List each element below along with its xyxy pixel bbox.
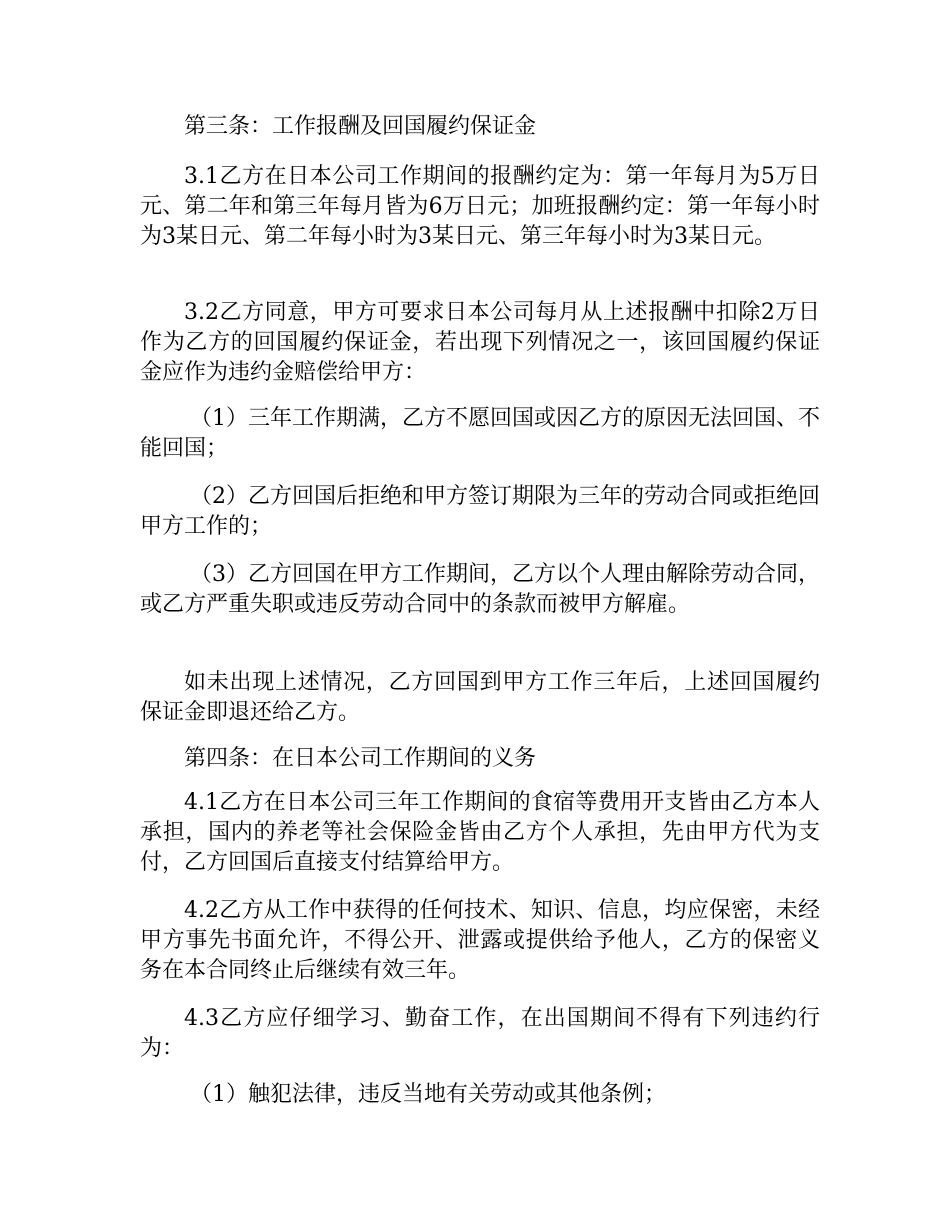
clause-3-2-item-1: （1）三年工作期满，乙方不愿回国或因乙方的原因无法回国、不能回国；: [140, 406, 820, 461]
clause-3-1: 3.1乙方在日本公司工作期间的报酬约定为：第一年每月为5万日元、第二年和第三年每月皆为6万日元；加班报酬约定：第一年每小时为3某日元、第二年每小时为3某日元、第三年每小时为3某日元。: [140, 164, 820, 249]
clause-4-1: 4.1乙方在日本公司三年工作期间的食宿等费用开支皆由乙方本人承担，国内的养老等社会保险金皆由乙方个人承担，先由甲方代为支付，乙方回国后直接支付结算给甲方。: [140, 790, 820, 875]
article-3-heading: 第三条：工作报酬及回国履约保证金: [184, 114, 537, 139]
clause-4-3: 4.3乙方应仔细学习、勤奋工作，在出国期间不得有下列违约行为：: [140, 1006, 820, 1061]
clause-4-2: 4.2乙方从工作中获得的任何技术、知识、信息，均应保密，未经甲方事先书面允许，不得公开、泄露或提供给予他人，乙方的保密义务在本合同终止后继续有效三年。: [140, 898, 820, 983]
clause-3-2: 3.2乙方同意，甲方可要求日本公司每月从上述报酬中扣除2万日作为乙方的回国履约保证金，若出现下列情况之一，该回国履约保证金应作为违约金赔偿给甲方：: [140, 300, 820, 385]
clause-3-refund: 如未出现上述情况，乙方回国到甲方工作三年后，上述回国履约保证金即退还给乙方。: [140, 670, 820, 725]
clause-3-2-item-2: （2）乙方回国后拒绝和甲方签订期限为三年的劳动合同或拒绝回甲方工作的；: [140, 484, 820, 539]
clause-4-3-item-1: （1）触犯法律，违反当地有关劳动或其他条例；: [190, 1082, 666, 1107]
article-4-heading: 第四条：在日本公司工作期间的义务: [184, 746, 537, 771]
clause-3-2-item-3: （3）乙方回国在甲方工作期间，乙方以个人理由解除劳动合同，或乙方严重失职或违反劳动合同中的条款而被甲方解雇。: [140, 562, 820, 617]
